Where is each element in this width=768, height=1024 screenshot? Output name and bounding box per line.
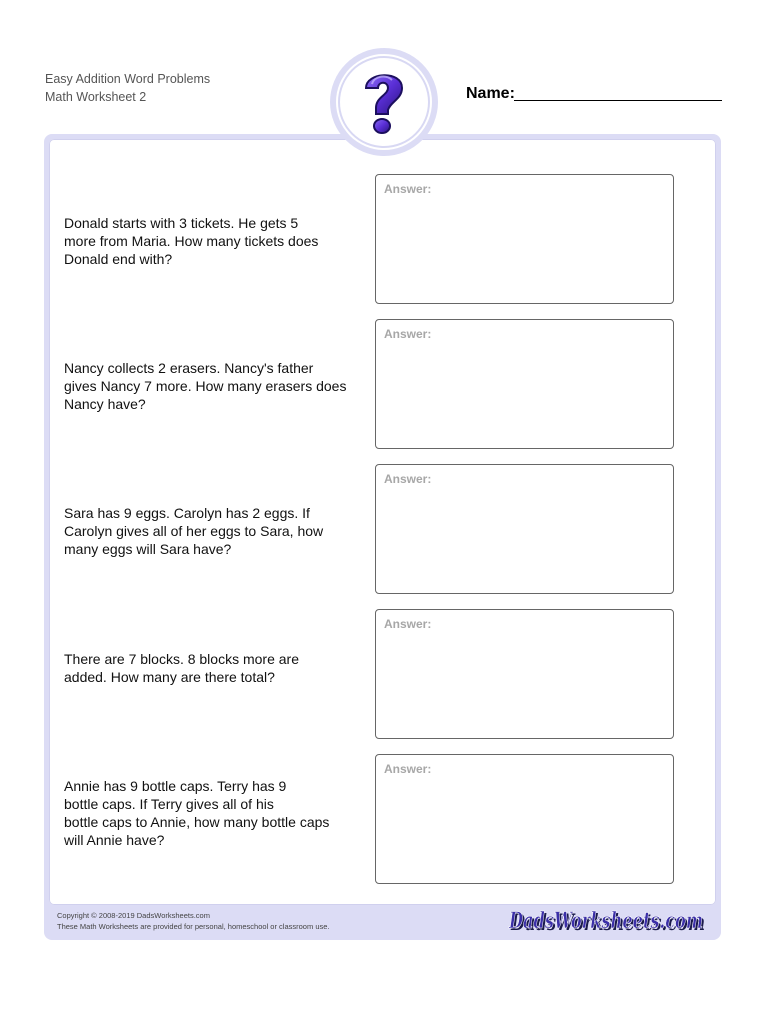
answer-label: Answer: [384,182,432,196]
problem-4-text: There are 7 blocks. 8 blocks more are added. How many are there total? [64,651,299,685]
title-line-2: Math Worksheet 2 [45,90,147,104]
problem-3-text: Sara has 9 eggs. Carolyn has 2 eggs. If Carolyn gives all of her eggs to Sara, how many eggs will Sara have? [64,505,324,557]
problem-5-text: Annie has 9 bottle caps. Terry has 9 bottle caps. If Terry gives all of his bottle caps to Annie, how many bottle caps will Annie have? [64,778,330,848]
logo-text: DadsWorksheets.com [508,908,703,934]
logo-text-shadow: DadsWorksheets.com [510,910,705,936]
answer-box-2[interactable] [375,319,674,449]
dadsworksheets-logo [508,905,708,937]
answer-box-4[interactable] [375,609,674,739]
problem-2-text: Nancy collects 2 erasers. Nancy's father gives Nancy 7 more. How many erasers does Nancy have? [64,360,347,412]
copyright-text: Copyright © 2008-2019 DadsWorksheets.com [57,911,210,920]
title-line-1: Easy Addition Word Problems [45,72,211,86]
answer-label: Answer: [384,617,432,631]
answer-label: Answer: [384,327,432,341]
answer-box-5[interactable] [375,754,674,884]
worksheet-title [45,70,210,106]
problem-1-text: Donald starts with 3 tickets. He gets 5 more from Maria. How many tickets does Donald end with? [64,215,319,267]
usage-notice: These Math Worksheets are provided for personal, homeschool or classroom use. [57,922,330,931]
name-field-line[interactable] [514,100,722,101]
answer-label: Answer: [384,762,432,776]
question-mark-icon [354,66,414,138]
footer-copyright [57,910,330,932]
answer-label: Answer: [384,472,432,486]
name-label: Name: [466,85,515,102]
answer-box-3[interactable] [375,464,674,594]
answer-box-1[interactable] [375,174,674,304]
question-badge [330,48,438,156]
